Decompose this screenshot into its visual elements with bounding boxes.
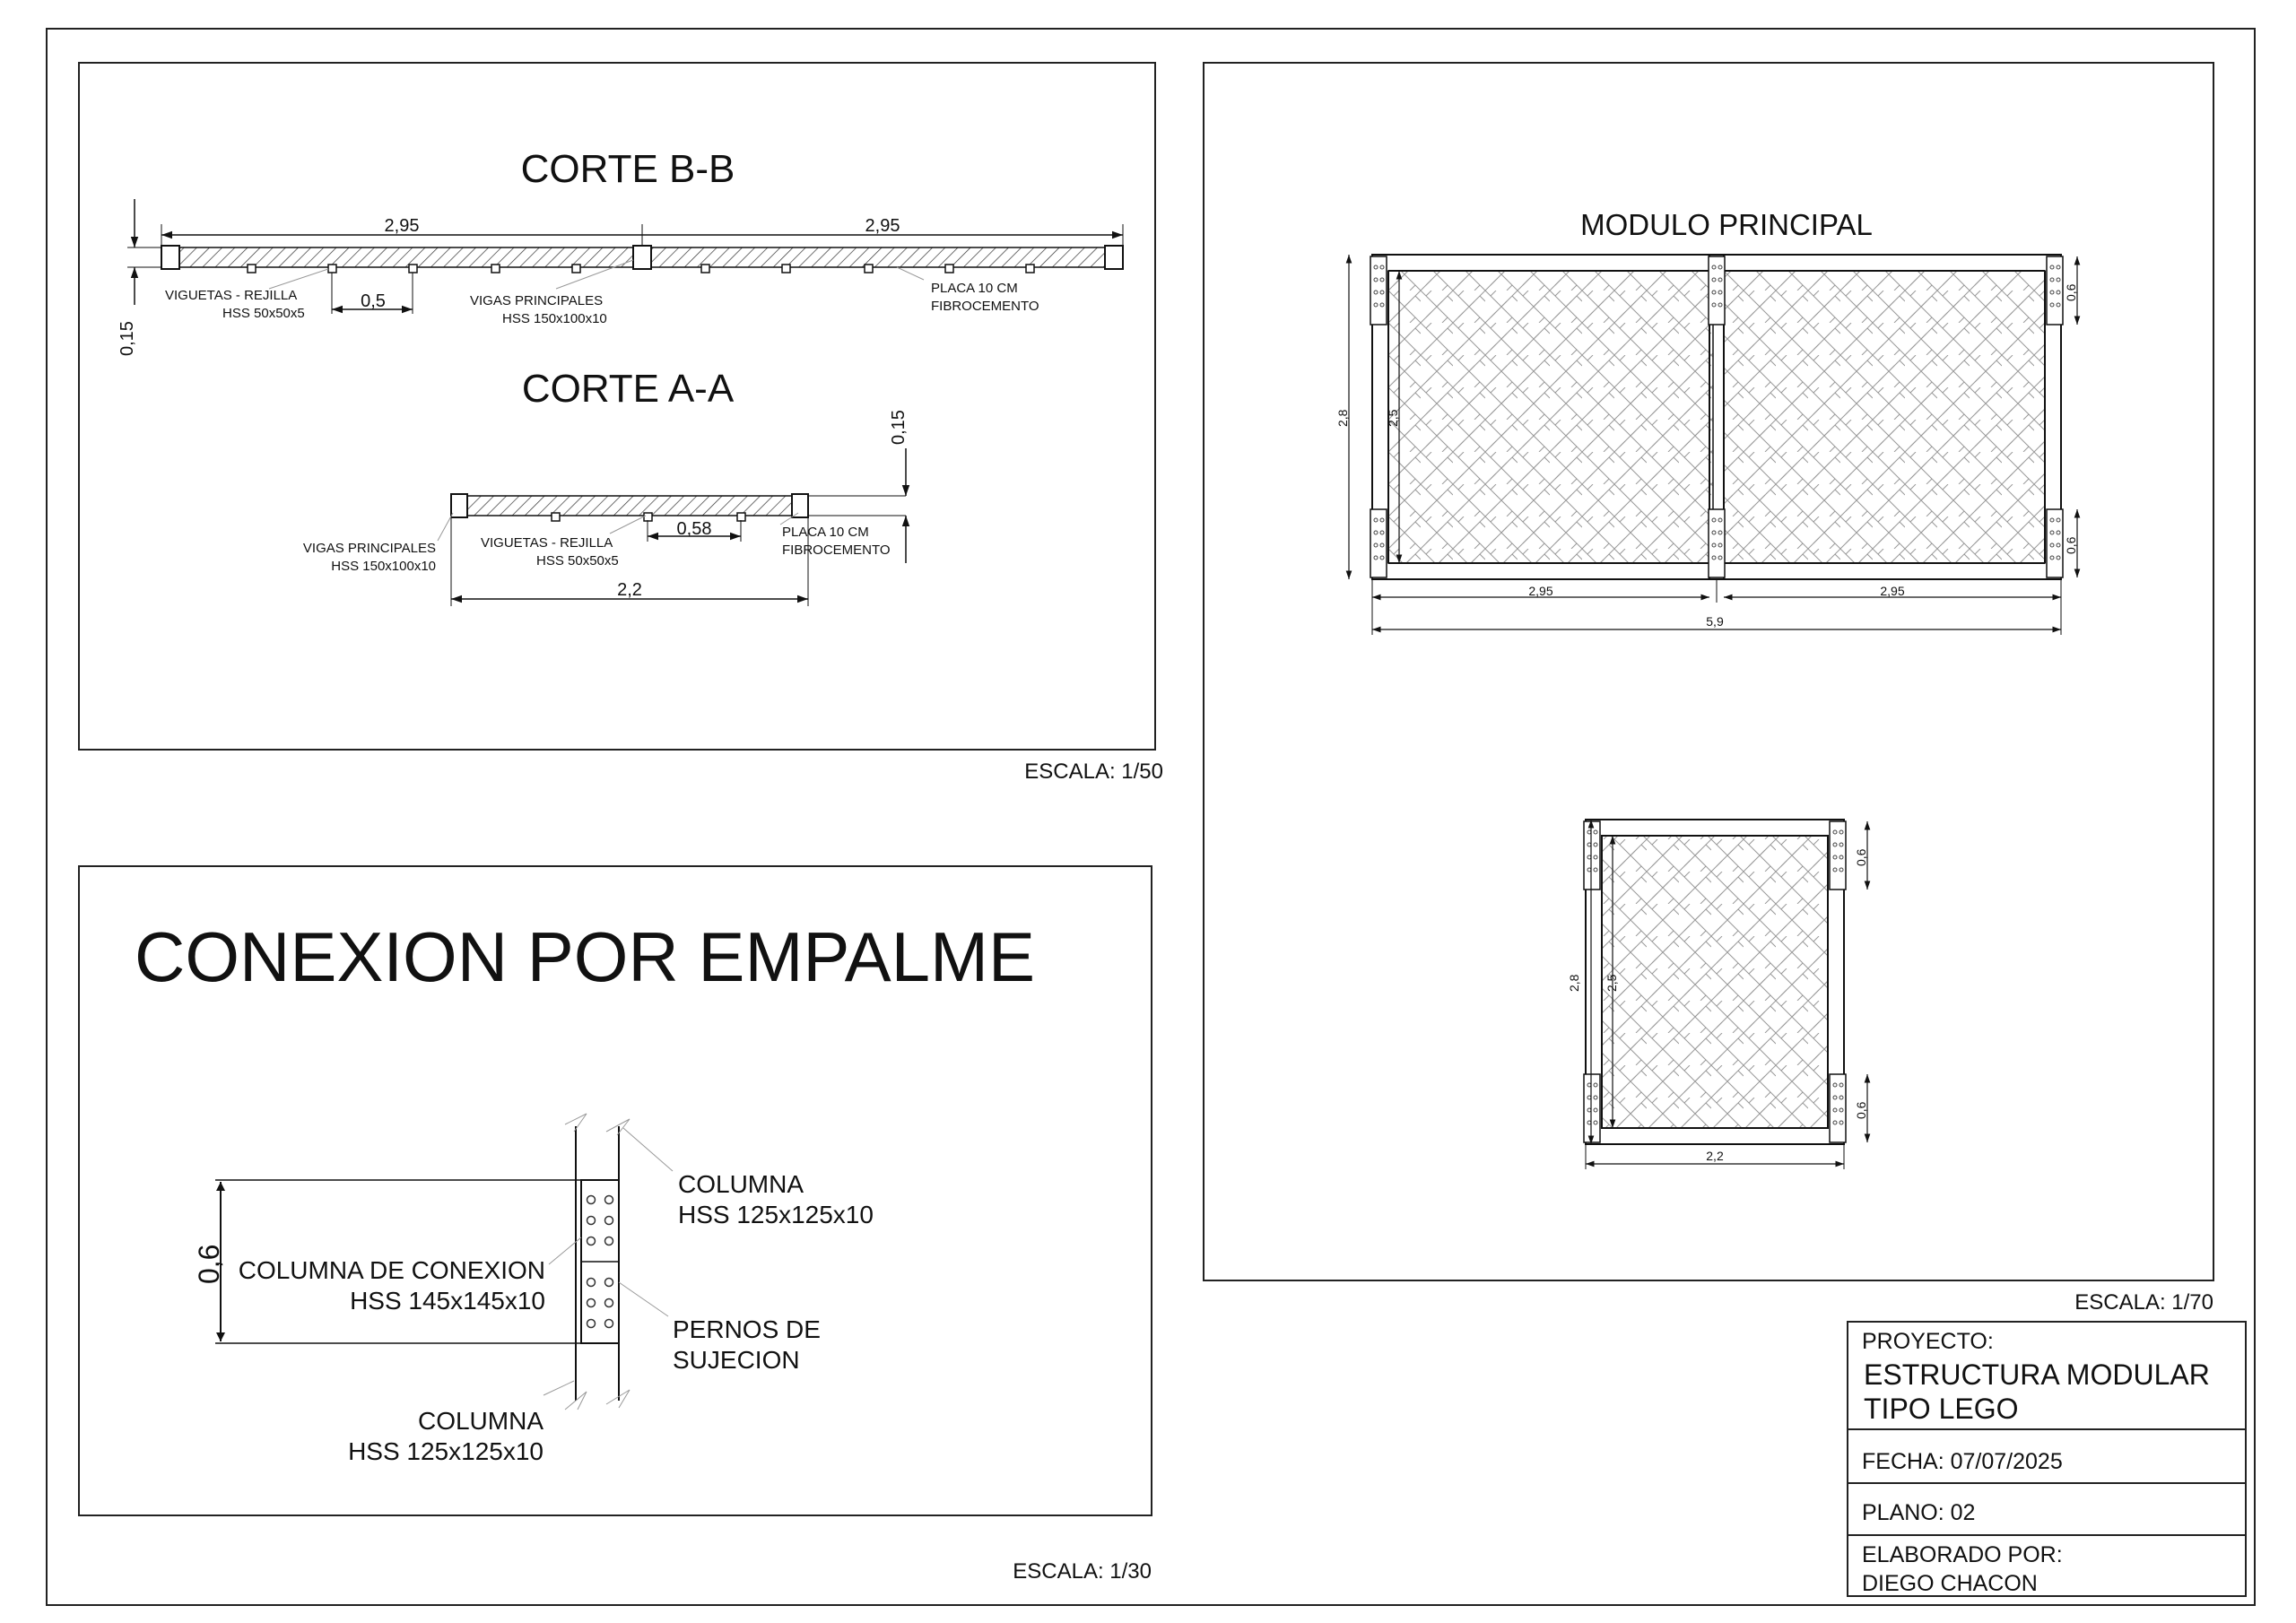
corte-aa-label-vigas-2: HSS 150x100x10 [331, 559, 436, 574]
modulo-small-floor [1602, 836, 1828, 1128]
corte-aa-beam-right [792, 494, 808, 517]
conexion-label-col-top-2: HSS 125x125x10 [678, 1201, 874, 1228]
conexion-drawing [193, 1114, 874, 1465]
title-block-proyecto-1: ESTRUCTURA MODULAR [1864, 1358, 2210, 1391]
modulo-small-dim-top: 0,6 [1854, 848, 1868, 866]
corte-aa-beam-left [451, 494, 467, 517]
corte-aa-dim-spacing: 0,58 [676, 519, 712, 539]
corte-aa-label-viguetas-1: VIGUETAS - REJILLA [481, 535, 613, 551]
corte-aa-dim-width: 2,2 [617, 580, 642, 600]
corte-bb-drawing [117, 199, 1123, 356]
modulo-plan-small [1567, 820, 1868, 1169]
title-block-fecha: FECHA: 07/07/2025 [1862, 1449, 2063, 1474]
modulo-panel [1204, 63, 2213, 1280]
title-block-elaborado-label: ELABORADO POR: [1862, 1542, 2063, 1567]
corte-aa-label-placa-2: FIBROCEMENTO [782, 542, 891, 558]
conexion-panel [79, 866, 1152, 1515]
corte-bb-dim-spacing: 0,5 [361, 291, 386, 311]
corte-bb-beam-left [161, 246, 179, 269]
title-block-plano: PLANO: 02 [1862, 1500, 1976, 1525]
modulo-dim-left: 2,95 [1528, 584, 1553, 598]
conexion-label-conexion-1: COLUMNA DE CONEXION [238, 1256, 545, 1284]
conexion-label-pernos-2: SUJECION [673, 1346, 800, 1374]
conexion-label-conexion-2: HSS 145x145x10 [350, 1287, 545, 1315]
conexion-title: CONEXION POR EMPALME [135, 917, 1036, 996]
modulo-small-dim-outer-height: 2,8 [1567, 974, 1581, 992]
cortes-panel [79, 63, 1155, 750]
modulo-small-dim-bottom: 0,6 [1854, 1101, 1868, 1119]
conexion-label-pernos-1: PERNOS DE [673, 1315, 821, 1343]
escala-cortes: ESCALA: 1/50 [1024, 759, 1163, 784]
conexion-label-col-top-1: COLUMNA [678, 1170, 804, 1198]
corte-bb-dim-height: 0,15 [117, 321, 137, 356]
escala-conexion: ESCALA: 1/30 [1013, 1559, 1152, 1584]
modulo-dim-right: 2,95 [1880, 584, 1905, 598]
corte-bb-label-viguetas-1: VIGUETAS - REJILLA [165, 288, 298, 303]
corte-bb-title: CORTE B-B [520, 147, 735, 191]
modulo-floor-left [1388, 271, 1713, 563]
conexion-label-col-bot-1: COLUMNA [417, 1407, 544, 1435]
modulo-dim-top: 0,6 [2064, 283, 2078, 301]
title-block-proyecto-2: TIPO LEGO [1864, 1393, 2019, 1425]
corte-bb-label-vigas-1: VIGAS PRINCIPALES [470, 293, 604, 308]
modulo-floor-right [1724, 271, 2045, 563]
conexion-label-col-bot-2: HSS 125x125x10 [348, 1437, 544, 1465]
modulo-dim-total: 5,9 [1706, 614, 1724, 629]
corte-bb-beam-right [1105, 246, 1123, 269]
corte-bb-dim-left: 2,95 [384, 216, 420, 236]
corte-bb-label-vigas-2: HSS 150x100x10 [502, 311, 607, 326]
modulo-small-dim-width: 2,2 [1706, 1149, 1724, 1163]
corte-bb-beam-mid [633, 246, 651, 269]
title-block-proyecto-label: PROYECTO: [1862, 1329, 1994, 1354]
corte-aa-drawing [303, 410, 909, 606]
corte-aa-title: CORTE A-A [521, 367, 735, 411]
corte-aa-label-placa-1: PLACA 10 CM [782, 525, 869, 540]
title-block [1848, 1322, 2246, 1596]
corte-aa-dim-height: 0,15 [889, 410, 909, 445]
modulo-title: MODULO PRINCIPAL [1580, 208, 1873, 241]
conexion-dim: 0,6 [193, 1244, 225, 1284]
modulo-plan-large [1335, 255, 2078, 635]
corte-aa-slab [451, 496, 808, 516]
corte-bb-label-viguetas-2: HSS 50x50x5 [222, 306, 305, 321]
modulo-small-dim-inner-height: 2,5 [1605, 974, 1619, 992]
escala-modulo: ESCALA: 1/70 [2074, 1290, 2213, 1315]
modulo-dim-outer-height: 2,8 [1335, 409, 1350, 427]
corte-aa-label-vigas-1: VIGAS PRINCIPALES [302, 541, 436, 556]
corte-bb-label-placa-2: FIBROCEMENTO [931, 299, 1039, 314]
corte-bb-dim-right: 2,95 [865, 216, 900, 236]
corte-aa-label-viguetas-2: HSS 50x50x5 [536, 553, 619, 568]
corte-bb-label-placa-1: PLACA 10 CM [931, 281, 1018, 296]
title-block-elaborado-name: DIEGO CHACON [1862, 1571, 2038, 1596]
modulo-dim-inner-height: 2,5 [1386, 409, 1400, 427]
modulo-dim-bottom: 0,6 [2064, 536, 2078, 554]
